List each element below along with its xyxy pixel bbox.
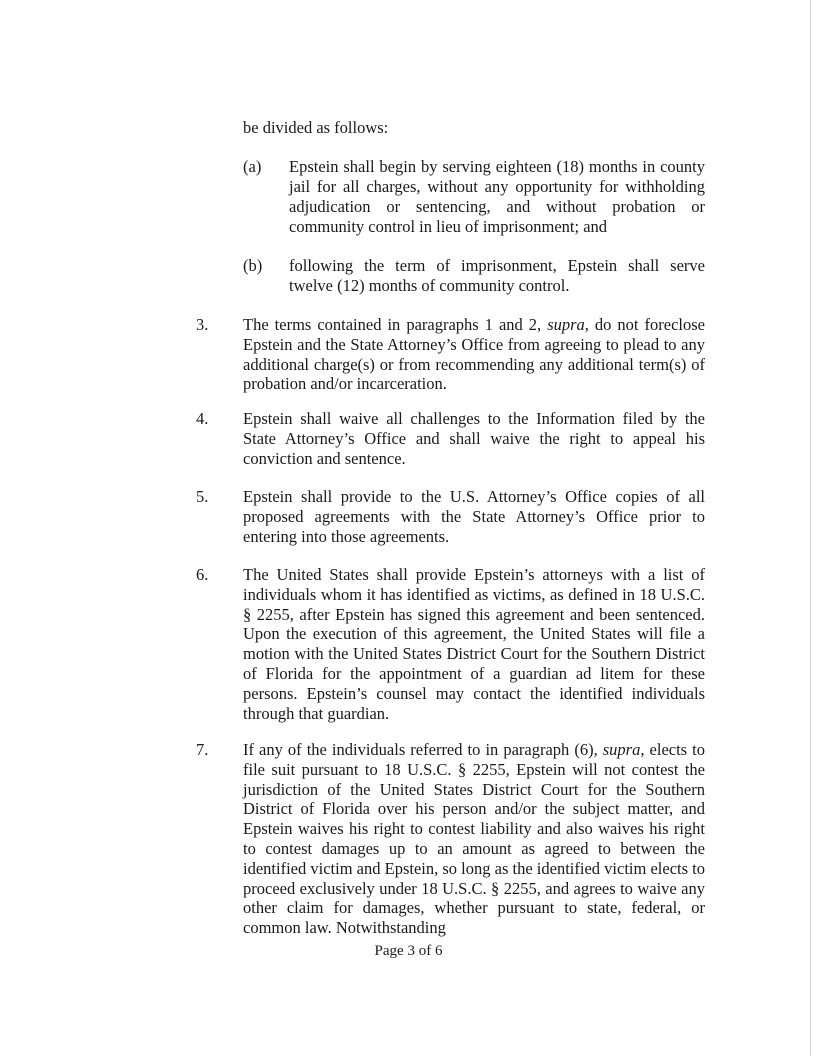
paragraph-4 [196,409,705,468]
paragraph-number: 4. [196,409,209,428]
scan-edge-line [810,0,811,1056]
paragraph-text-part: Epstein shall waive all challenges to the Information filed by the State Attorney’s Office and shall waive the right to appeal his conviction and sentence. [243,409,705,468]
paragraph-text-part: , elects to file suit pursuant to 18 U.S.C. § 2255, Epstein will not contest the jurisdiction of the United States District Court for the Southern District of Florida over his person and/or the subject matter, and Epstein waives his right to contest liability and also waives his right to contest damages up to an amount as agreed to between the identified victim and Epstein, so long as the identified victim elects to proceed exclusively under 18 U.S.C. § 2255, and agrees to waive any other claim for damages, whether pursuant to state, federal, or common law. Notwithstanding [243,740,705,938]
paragraph-text [243,315,705,394]
paragraph-italic-term: supra [602,740,641,759]
paragraph-number: 6. [196,565,209,584]
intro-line: be divided as follows: [243,118,389,137]
subitem-label: (a) [243,157,262,176]
subitem-label: (b) [243,256,263,275]
paragraph-text-part: , do not foreclose Epstein and the State Attorney’s Office from agreeing to plead to any additional charge(s) or from recommending any additional term(s) of probation and/or incarceration. [243,315,705,394]
paragraph-text-part: The terms contained in paragraphs 1 and 2, [243,315,548,334]
paragraph-text [243,565,705,723]
paragraph-text [243,740,705,938]
paragraph-5 [196,487,705,546]
paragraph-text-part: Epstein shall provide to the U.S. Attorney’s Office copies of all proposed agreements with the State Attorney’s Office prior to entering into those agreements. [243,487,705,546]
paragraph-text-part: The United States shall provide Epstein’s attorneys with a list of individuals whom it has identified as victims, as defined in 18 U.S.C. § 2255, after Epstein has signed this agreement and been sentenced. Upon the execution of this agreement, the United States will file a motion with the United States District Court for the Southern District of Florida for the appointment of a guardian ad litem for these persons. Epstein’s counsel may contact the identified individuals through that guardian. [243,565,705,723]
subitem-text: following the term of imprisonment, Epstein shall serve twelve (12) months of community control. [289,256,705,295]
paragraph-6 [196,565,705,723]
subitem-text: Epstein shall begin by serving eighteen (18) months in county jail for all charges, without any opportunity for withholding adjudication or sentencing, and without probation or community control in lieu of imprisonment; and [289,157,705,236]
paragraph-italic-term: supra [547,315,585,334]
paragraph-number: 3. [196,315,209,334]
paragraph-text-part: If any of the individuals referred to in paragraph (6), [243,740,603,759]
paragraph-number: 7. [196,740,209,759]
paragraph-text [243,409,705,468]
subitem-a [243,157,705,237]
subitem-b [243,256,705,296]
paragraph-number: 5. [196,487,209,506]
paragraph-3 [196,315,705,394]
paragraph-7 [196,740,705,938]
paragraph-text [243,487,705,546]
page-number-footer: Page 3 of 6 [374,943,443,959]
